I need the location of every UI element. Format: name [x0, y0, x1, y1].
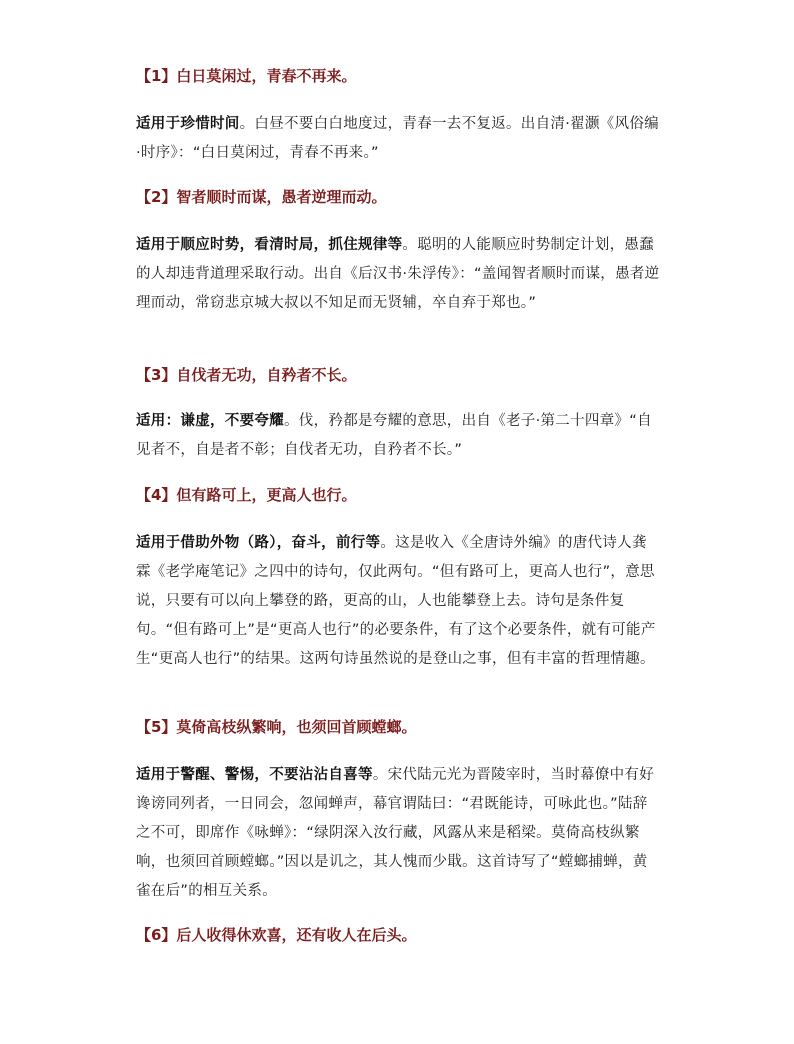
item-5 — [136, 717, 660, 737]
item-explanation: 。这是收入《全唐诗外编》的唐代诗人龚霖《老学庵笔记》之四中的诗句，仅此两句。“但有路可上，更高人也行”，意思说，只要有可以向上攀登的路，更高的山，人也能攀登上去。诗句是条件复句。“但有路可上”是“更高人也行”的必要条件，有了这个必要条件，就有可能产生“更高人也行”的结果。这两句诗虽然说的是登山之事，但有丰富的哲理情趣。 — [136, 535, 656, 667]
item-3-text — [136, 407, 660, 465]
item-4 — [136, 485, 660, 505]
item-usage-lead: 适用于借助外物（路），奋斗，前行等 — [136, 535, 381, 551]
item-4-text — [136, 529, 660, 674]
item-heading: 【2】智者顺时而谋，愚者逆理而动。 — [136, 188, 387, 206]
item-1 — [136, 66, 660, 86]
item-heading: 【5】莫倚高枝纵繁响，也须回首顾螳螂。 — [136, 718, 417, 736]
item-explanation: 。伐，矜都是夸耀的意思，出自《老子·第二十四章》“自见者不，自是者不彰；自伐者无功，自矜者不长。” — [136, 413, 652, 458]
item-1-text — [136, 110, 660, 168]
item-usage-lead: 适用：谦虚，不要夸耀 — [136, 413, 284, 429]
item-explanation: 。宋代陆元光为晋陵宰时，当时幕僚中有好谗谤同列者，一日同会，忽闻蝉声，幕官谓陆曰：“君既能诗，可咏此也。”陆辞之不可，即席作《咏蝉》：“绿阴深入汝行藏，风露从来是稻梁。莫倚高枝纵繁响，也须回首顾螳螂。”因以是讥之，其人愧而少戢。这首诗写了“螳螂捕蝉，黄雀在后”的相互关系。 — [136, 767, 655, 899]
item-heading: 【3】自伐者无功，自矜者不长。 — [136, 366, 357, 384]
item-heading: 【6】后人收得休欢喜，还有收人在后头。 — [136, 926, 417, 944]
item-usage-lead: 适用于警醒、警惕，不要沾沾自喜等 — [136, 767, 373, 783]
item-heading: 【4】但有路可上，更高人也行。 — [136, 486, 357, 504]
item-explanation: 。聪明的人能顺应时势制定计划，愚蠢的人却违背道理采取行动。出自《后汉书·朱浮传》：“盖闻智者顺时而谋，愚者逆理而动，常窃悲京城大叔以不知足而无贤辅，卒自弃于郑也。” — [136, 237, 660, 311]
item-usage-lead: 适用于顺应时势，看清时局，抓住规律等 — [136, 237, 403, 253]
item-2 — [136, 187, 660, 207]
item-6 — [136, 925, 660, 945]
item-explanation: 。白昼不要白白地度过，青春一去不复返。出自清·翟灏《风俗编·时序》：“白日莫闲过，青春不再来。” — [136, 116, 659, 161]
item-2-text — [136, 231, 660, 318]
item-usage-lead: 适用于珍惜时间 — [136, 116, 240, 132]
item-heading: 【1】白日莫闲过，青春不再来。 — [136, 67, 357, 85]
item-3 — [136, 365, 660, 385]
item-5-text — [136, 761, 660, 906]
